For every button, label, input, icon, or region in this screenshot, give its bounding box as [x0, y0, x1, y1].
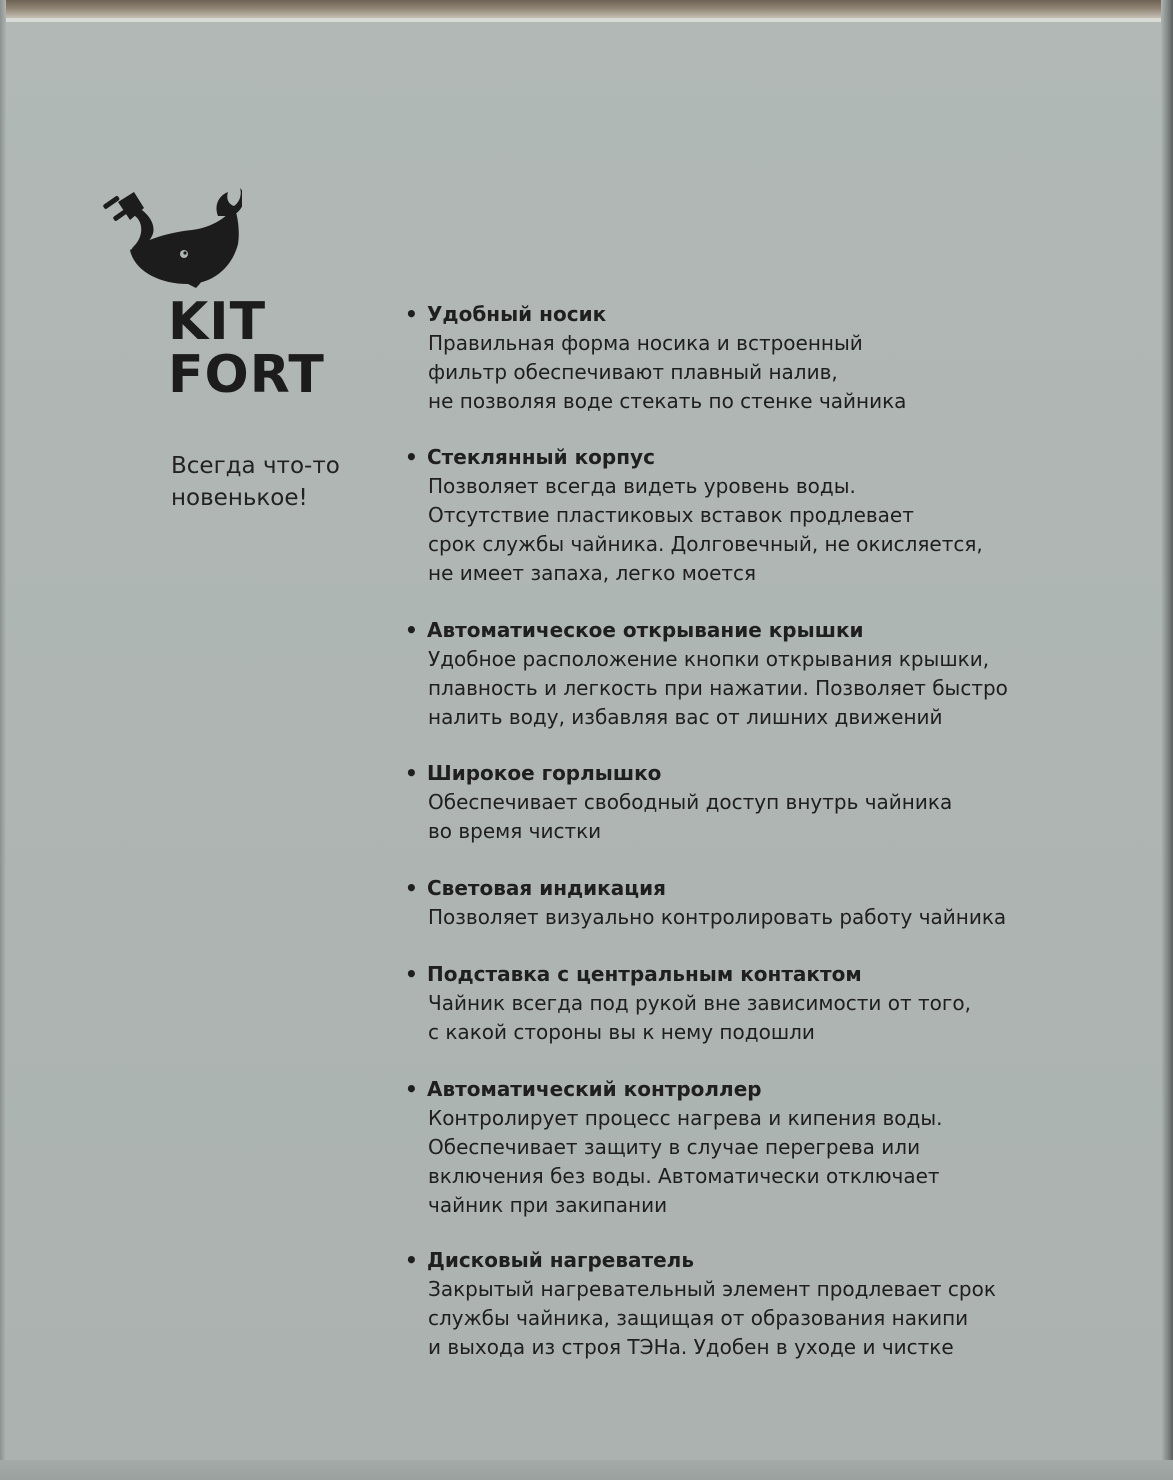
feature-description-line: Закрытый нагревательный элемент продлевает срок	[428, 1277, 996, 1301]
tagline-line: Всегда что-то	[171, 453, 340, 479]
feature-title: • Световая индикация	[427, 874, 1165, 903]
feature-description-line: налить воду, избавляя вас от лишних движений	[428, 705, 943, 729]
brand-wordmark	[168, 292, 325, 405]
feature-description-line: плавность и легкость при нажатии. Позволяет быстро	[428, 676, 1008, 700]
feature-description-line: Позволяет всегда видеть уровень воды.	[428, 474, 856, 498]
brand-line-kit: KIT	[168, 292, 267, 352]
feature-description-line: Отсутствие пластиковых вставок продлевает	[428, 503, 914, 527]
brand-tagline	[171, 450, 340, 514]
tagline-line: новенькое!	[171, 485, 308, 511]
feature-description-line: Обеспечивает защиту в случае перегрева или	[428, 1135, 921, 1159]
bullet-icon: •	[405, 876, 418, 900]
feature-description-line: Правильная форма носика и встроенный	[428, 331, 863, 355]
feature-description-line: чайник при закипании	[428, 1193, 668, 1217]
bullet-icon: •	[405, 445, 418, 469]
bullet-icon: •	[405, 618, 418, 642]
feature-title: • Дисковый нагреватель	[427, 1246, 1165, 1275]
feature-description-line: Удобное расположение кнопки открывания крышки,	[428, 647, 990, 671]
feature-description-line: службы чайника, защищая от образования накипи	[428, 1306, 969, 1330]
box-bottom-edge	[0, 1460, 1173, 1480]
bullet-icon: •	[405, 1077, 418, 1101]
feature-description-line: Контролирует процесс нагрева и кипения воды.	[428, 1106, 943, 1130]
feature-description-line: не имеет запаха, легко моется	[428, 561, 757, 585]
brand-line-fort: FORT	[168, 345, 325, 405]
feature-description-line: включения без воды. Автоматически отключает	[428, 1164, 940, 1188]
feature-description-line: Обеспечивает свободный доступ внутрь чайника	[428, 790, 953, 814]
feature-description-line: и выхода из строя ТЭНа. Удобен в уходе и чистке	[428, 1335, 954, 1359]
feature-description-line: Позволяет визуально контролировать работу чайника	[428, 905, 1007, 929]
whale-plug-icon	[100, 180, 242, 290]
feature-description-line: фильтр обеспечивают плавный налив,	[428, 360, 838, 384]
feature-auto-controller	[405, 1075, 1165, 1220]
feature-title: • Стеклянный корпус	[427, 443, 1165, 472]
feature-title: • Подставка с центральным контактом	[427, 960, 1165, 989]
box-left-edge	[0, 0, 6, 1480]
bullet-icon: •	[405, 761, 418, 785]
bullet-icon: •	[405, 302, 418, 326]
feature-description-line: с какой стороны вы к нему подошли	[428, 1020, 815, 1044]
feature-description-line: не позволяя воде стекать по стенке чайника	[428, 389, 907, 413]
feature-title: • Удобный носик	[427, 300, 1165, 329]
box-top-edge	[0, 0, 1173, 18]
feature-disk-heater	[405, 1246, 1165, 1362]
feature-light-indicator	[405, 874, 1165, 932]
bullet-icon: •	[405, 962, 418, 986]
feature-wide-neck	[405, 759, 1165, 846]
feature-description-line: во время чистки	[428, 819, 602, 843]
box-top-seam	[0, 18, 1173, 22]
feature-auto-lid	[405, 616, 1165, 732]
feature-title: • Автоматический контроллер	[427, 1075, 1165, 1104]
bullet-icon: •	[405, 1248, 418, 1272]
feature-title: • Широкое горлышко	[427, 759, 1165, 788]
feature-central-base	[405, 960, 1165, 1047]
feature-spout	[405, 300, 1165, 416]
feature-description-line: срок службы чайника. Долговечный, не окисляется,	[428, 532, 983, 556]
feature-description-line: Чайник всегда под рукой вне зависимости от того,	[428, 991, 971, 1015]
feature-title: • Автоматическое открывание крышки	[427, 616, 1165, 645]
feature-glass-body	[405, 443, 1165, 588]
